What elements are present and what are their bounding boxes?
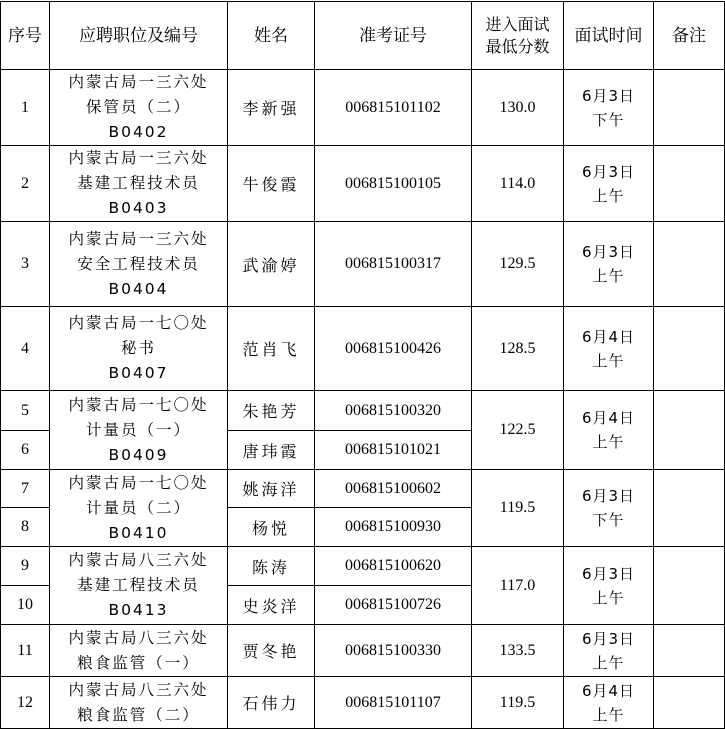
name-cell: 石伟力 <box>228 677 315 729</box>
position-line: B0409 <box>108 445 169 464</box>
min-score-cell: 119.5 <box>472 677 564 729</box>
ticket-cell: 006815100930 <box>315 508 472 547</box>
seq-cell: 5 <box>1 391 50 431</box>
interview-time-cell <box>564 677 654 729</box>
position-line: 基建工程技术员 <box>77 174 200 192</box>
seq-cell: 7 <box>1 470 50 508</box>
position-line: 内蒙古局一三六处 <box>68 229 209 248</box>
interview-time-line: 上午 <box>592 186 625 205</box>
header-row <box>1 2 725 70</box>
seq-cell: 9 <box>1 547 50 586</box>
table-body <box>1 70 725 729</box>
position-line: 内蒙古局八三六处 <box>68 551 209 569</box>
seq-cell: 2 <box>1 146 50 222</box>
header-name: 姓名 <box>228 2 315 70</box>
name-cell: 朱艳芳 <box>228 391 315 431</box>
interview-time-cell <box>564 470 654 547</box>
remark-cell <box>654 547 725 625</box>
seq-cell: 6 <box>1 431 50 470</box>
table-row <box>1 70 725 146</box>
interview-time-line: 上午 <box>592 653 625 672</box>
ticket-cell: 006815100105 <box>315 146 472 222</box>
table-row <box>1 625 725 677</box>
header-min-score-line1: 进入面试 <box>485 14 550 34</box>
interview-time-line: 6月4日 <box>581 327 636 346</box>
interview-time-line: 上午 <box>592 588 625 607</box>
seq-cell: 12 <box>1 677 50 729</box>
position-line: 安全工程技术员 <box>77 254 200 273</box>
interview-table <box>0 1 725 729</box>
interview-time-line: 下午 <box>592 511 625 529</box>
position-cell <box>50 391 228 470</box>
position-line: 粮食监管（二） <box>77 705 200 724</box>
ticket-cell: 006815101021 <box>315 431 472 470</box>
position-cell <box>50 547 228 625</box>
min-score-cell: 117.0 <box>472 547 564 625</box>
ticket-cell: 006815100317 <box>315 222 472 307</box>
position-line: 粮食监管（一） <box>77 653 200 672</box>
position-line: B0410 <box>108 523 169 542</box>
interview-time-cell <box>564 146 654 222</box>
interview-time-cell <box>564 547 654 625</box>
name-cell: 牛俊霞 <box>228 146 315 222</box>
interview-time-line: 6月4日 <box>581 409 636 427</box>
position-line: 秘书 <box>120 339 156 357</box>
position-line: 保管员（二） <box>85 98 191 116</box>
min-score-cell: 129.5 <box>472 222 564 307</box>
interview-time-line: 上午 <box>592 351 625 370</box>
name-cell: 贾冬艳 <box>228 625 315 677</box>
interview-time-line: 6月4日 <box>581 681 636 700</box>
min-score-cell: 133.5 <box>472 625 564 677</box>
remark-cell <box>654 625 725 677</box>
seq-cell: 4 <box>1 307 50 391</box>
seq-cell: 1 <box>1 70 50 146</box>
name-cell: 李新强 <box>228 70 315 146</box>
position-line: 内蒙古局一三六处 <box>68 149 209 167</box>
interview-time-line: 6月3日 <box>581 629 636 648</box>
position-line: B0402 <box>108 123 169 141</box>
position-line: 内蒙古局一七〇处 <box>68 314 209 332</box>
name-cell: 武渝婷 <box>228 222 315 307</box>
seq-cell: 10 <box>1 586 50 625</box>
name-cell: 范肖飞 <box>228 307 315 391</box>
table-row <box>1 222 725 307</box>
name-cell: 史炎洋 <box>228 586 315 625</box>
interview-time-cell <box>564 307 654 391</box>
position-cell <box>50 222 228 307</box>
position-line: B0413 <box>108 601 169 619</box>
table-row <box>1 307 725 391</box>
table-row <box>1 391 725 431</box>
header-min-score-line2: 最低分数 <box>485 36 550 56</box>
ticket-cell: 006815100602 <box>315 470 472 508</box>
ticket-cell: 006815101102 <box>315 70 472 146</box>
table-row <box>1 677 725 729</box>
interview-time-cell <box>564 625 654 677</box>
interview-time-cell <box>564 391 654 470</box>
position-line: 内蒙古局八三六处 <box>68 680 209 699</box>
header-remark: 备注 <box>654 2 725 70</box>
seq-cell: 3 <box>1 222 50 307</box>
interview-time-line: 6月3日 <box>581 243 636 261</box>
position-line: 基建工程技术员 <box>77 576 200 594</box>
position-line: 计量员（一） <box>85 420 191 439</box>
position-line: 计量员（二） <box>85 498 191 517</box>
position-cell <box>50 70 228 146</box>
seq-cell: 8 <box>1 508 50 547</box>
name-cell: 唐玮霞 <box>228 431 315 470</box>
name-cell: 陈涛 <box>228 547 315 586</box>
ticket-cell: 006815100330 <box>315 625 472 677</box>
ticket-cell: 006815100620 <box>315 547 472 586</box>
name-cell: 姚海洋 <box>228 470 315 508</box>
position-line: 内蒙古局一七〇处 <box>68 395 209 414</box>
remark-cell <box>654 391 725 470</box>
min-score-cell: 130.0 <box>472 70 564 146</box>
position-cell <box>50 470 228 547</box>
ticket-cell: 006815100726 <box>315 586 472 625</box>
interview-time-line: 下午 <box>592 110 625 129</box>
seq-cell: 11 <box>1 625 50 677</box>
interview-time-line: 上午 <box>592 705 625 724</box>
interview-time-line: 6月3日 <box>581 487 636 505</box>
position-line: B0407 <box>108 364 169 382</box>
ticket-cell: 006815100426 <box>315 307 472 391</box>
interview-time-line: 上午 <box>592 433 625 451</box>
interview-time-cell <box>564 70 654 146</box>
remark-cell <box>654 307 725 391</box>
interview-time-cell <box>564 222 654 307</box>
min-score-cell: 114.0 <box>472 146 564 222</box>
name-cell: 杨悦 <box>228 508 315 547</box>
header-min-score <box>472 2 564 70</box>
position-line: 内蒙古局一七〇处 <box>68 473 209 492</box>
position-line: 内蒙古局八三六处 <box>68 628 209 647</box>
remark-cell <box>654 222 725 307</box>
interview-time-line: 6月3日 <box>581 564 636 583</box>
table-row <box>1 470 725 508</box>
ticket-cell: 006815101107 <box>315 677 472 729</box>
remark-cell <box>654 146 725 222</box>
table-row <box>1 547 725 586</box>
position-cell <box>50 146 228 222</box>
header-time: 面试时间 <box>564 2 654 70</box>
table-row <box>1 146 725 222</box>
remark-cell <box>654 677 725 729</box>
header-position: 应聘职位及编号 <box>50 2 228 70</box>
remark-cell <box>654 470 725 547</box>
position-line: 内蒙古局一三六处 <box>68 73 209 91</box>
position-line: B0403 <box>108 199 169 217</box>
position-cell <box>50 307 228 391</box>
position-line: B0404 <box>108 279 169 298</box>
interview-time-line: 6月3日 <box>581 86 636 105</box>
min-score-cell: 119.5 <box>472 470 564 547</box>
position-cell <box>50 625 228 677</box>
interview-time-line: 上午 <box>592 267 625 285</box>
ticket-cell: 006815100320 <box>315 391 472 431</box>
position-cell <box>50 677 228 729</box>
header-seq: 序号 <box>1 2 50 70</box>
remark-cell <box>654 70 725 146</box>
interview-time-line: 6月3日 <box>581 162 636 181</box>
min-score-cell: 122.5 <box>472 391 564 470</box>
header-ticket: 准考证号 <box>315 2 472 70</box>
min-score-cell: 128.5 <box>472 307 564 391</box>
